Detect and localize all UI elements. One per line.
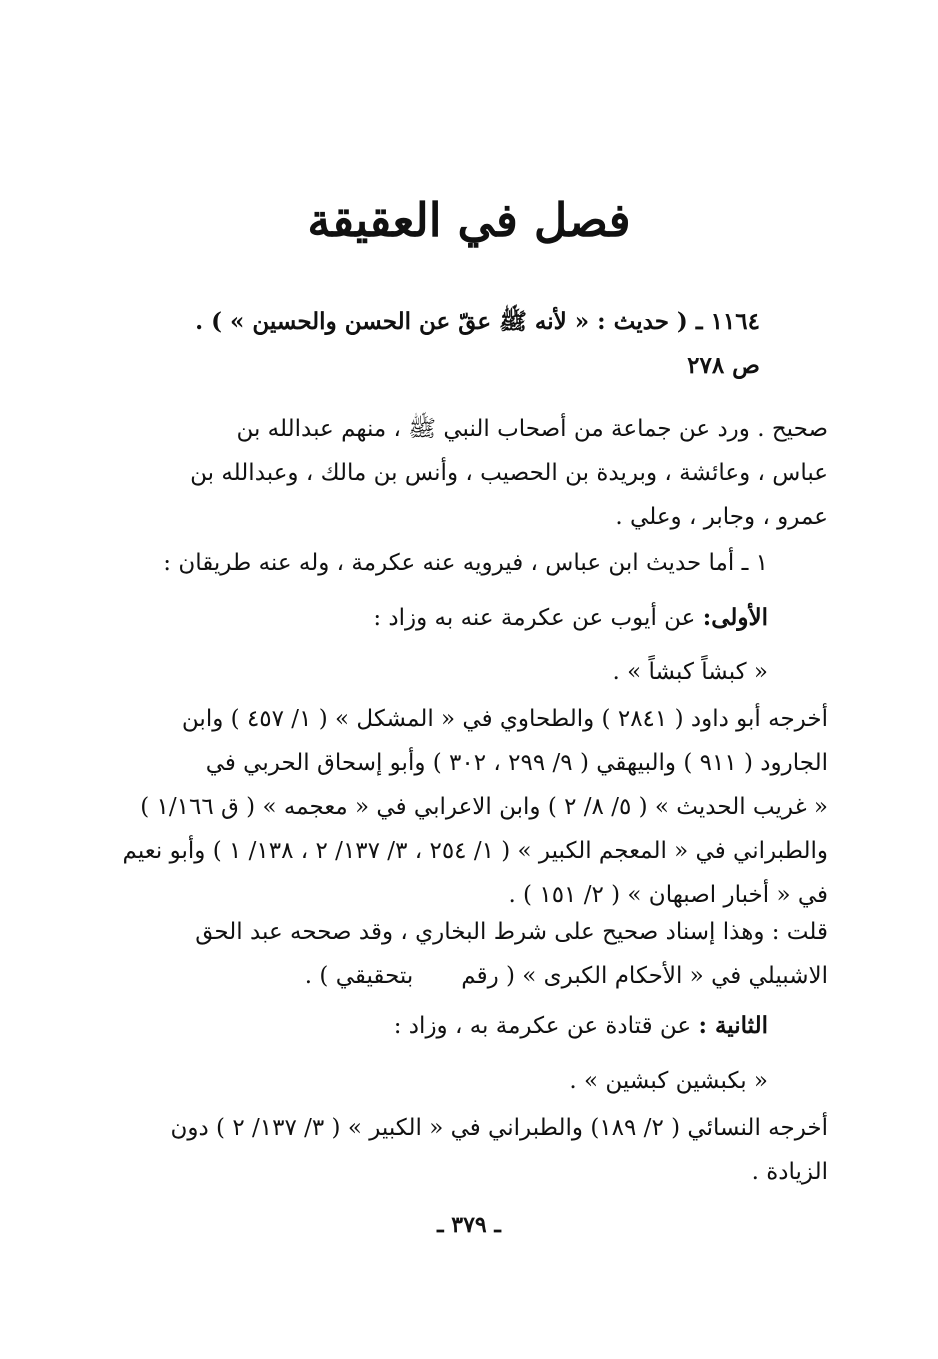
- quote-kabsh: « كبشاً كبشاً » .: [612, 659, 768, 685]
- paragraph-line: الزيادة .: [751, 1159, 828, 1185]
- second-path-label: الثانية :: [698, 1012, 768, 1039]
- paragraph-fragment: الاشبيلي في « الأحكام الكبرى » ( رقم: [461, 963, 828, 989]
- paragraph-line: « غريب الحديث » ( ٥/ ٨/ ٢ ) وابن الاعرابي في « معجمه » ( ق ١/١٦٦ ): [140, 794, 828, 820]
- paragraph-line: عمرو ، وجابر ، وعلي .: [615, 504, 828, 530]
- paragraph-line: صحيح . ورد عن جماعة من أصحاب النبي ﷺ ، منهم عبدالله بن: [236, 416, 828, 442]
- first-path-label: الأولى:: [702, 604, 768, 631]
- paragraph-nasai: [170, 1106, 828, 1194]
- paragraph-line: والطبراني في « المعجم الكبير » ( ١/ ٢٥٤ ، ٣/ ١٣٧/ ٢ ، ١٣٨/ ١ ) وأبو نعيم: [122, 838, 828, 864]
- paragraph-narrators: [156, 407, 828, 539]
- paragraph-line: قلت : وهذا إسناد صحيح على شرط البخاري ، وقد صححه عبد الحق: [195, 919, 828, 945]
- second-path-text: عن قتادة عن عكرمة به ، وزاد :: [393, 1013, 692, 1039]
- paragraph-fragment: بتحقيقي ) .: [304, 963, 414, 989]
- page-number: ـ ٣٧٩ ـ: [437, 1212, 501, 1238]
- paragraph-line: أخرجه أبو داود ( ٢٨٤١ ) والطحاوي في « المشكل » ( ١/ ٤٥٧ ) وابن: [181, 706, 828, 732]
- paragraph-line: الجارود ( ٩١١ ) والبيهقي ( ٩/ ٢٩٩ ، ٣٠٢ ) وأبو إسحاق الحربي في: [205, 750, 828, 776]
- item-ibn-abbas: ١ ـ أما حديث ابن عباس ، فيرويه عنه عكرمة ، وله عنه طريقان :: [163, 550, 768, 576]
- hadith-header-line: ١١٦٤ ـ ( حديث : « لأنه ﷺ عقّ عن الحسن والحسين » ) .: [195, 308, 760, 335]
- hadith-header: [195, 300, 760, 388]
- chapter-title: فصل في العقيقة: [307, 193, 631, 247]
- second-path: [394, 1004, 768, 1048]
- first-path: [373, 596, 768, 640]
- paragraph-line: أخرجه النسائي ( ٢/ ١٨٩) والطبراني في « الكبير » ( ٣/ ١٣٧/ ٢ ) دون: [170, 1115, 828, 1141]
- paragraph-qultu: [195, 910, 828, 998]
- hadith-page-ref: ص ٢٧٨: [687, 352, 760, 379]
- first-path-text: عن أيوب عن عكرمة عنه به وزاد :: [373, 605, 696, 631]
- paragraph-takhrij: [122, 697, 828, 917]
- quote-kabshain: « بكبشين كبشين » .: [569, 1068, 768, 1094]
- paragraph-line: عباس ، وعائشة ، وبريدة بن الحصيب ، وأنس بن مالك ، وعبدالله بن: [190, 460, 828, 486]
- paragraph-line: في « أخبار اصبهان » ( ٢/ ١٥١ ) .: [508, 882, 828, 908]
- paragraph-line: [195, 954, 828, 998]
